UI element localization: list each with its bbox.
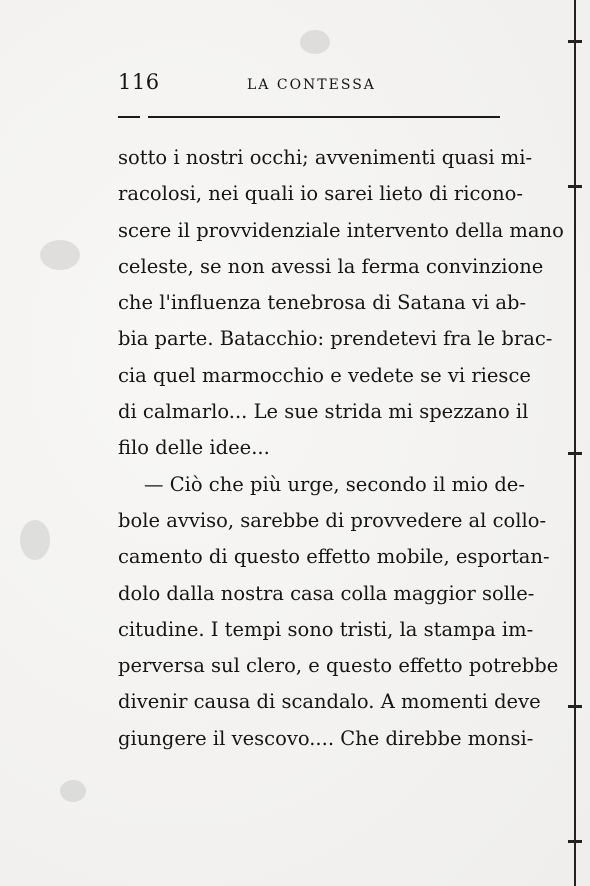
binding-thread <box>568 0 582 886</box>
text-line: perversa sul clero, e questo effetto potrebbe <box>118 654 559 678</box>
paper-stain <box>300 30 330 54</box>
text-line: filo delle idee... <box>118 436 270 460</box>
binding-stitch <box>568 840 582 843</box>
text-line: che l'influenza tenebrosa di Satana vi ab- <box>118 291 527 315</box>
binding-stitch <box>568 185 582 188</box>
header-rule <box>118 116 500 118</box>
paper-stain <box>20 520 50 560</box>
binding-stitch <box>568 452 582 455</box>
paper-stain <box>40 240 80 270</box>
text-line: divenir causa di scandalo. A momenti deve <box>118 690 541 714</box>
text-line: camento di questo effetto mobile, esportan- <box>118 545 550 569</box>
text-line: dolo dalla nostra casa colla maggior solle- <box>118 581 535 605</box>
page-header <box>118 70 503 100</box>
text-line: citudine. I tempi sono tristi, la stampa im- <box>118 617 534 641</box>
text-line: bia parte. Batacchio: prendetevi fra le brac- <box>118 327 553 351</box>
running-title: LA CONTESSA <box>247 77 376 93</box>
text-line: giungere il vescovo.... Che direbbe monsi- <box>118 726 534 750</box>
binding-stitch <box>568 705 582 708</box>
paper-stain <box>60 780 86 802</box>
body-text <box>118 140 564 757</box>
header-rule-short <box>118 116 140 118</box>
text-line: di calmarlo... Le sue strida mi spezzano il <box>118 400 529 424</box>
text-line: racolosi, nei quali io sarei lieto di ricono- <box>118 182 524 206</box>
text-line: cia quel marmocchio e vedete se vi riesce <box>118 363 531 387</box>
text-line: — Ciò che più urge, secondo il mio de- <box>144 472 525 496</box>
binding-thread-line <box>574 0 576 886</box>
text-line: sotto i nostri occhi; avvenimenti quasi mi- <box>118 146 533 169</box>
page-number: 116 <box>118 70 160 94</box>
text-line: bole avviso, sarebbe di provvedere al collo- <box>118 508 547 532</box>
binding-stitch <box>568 40 582 43</box>
text-line: celeste, se non avessi la ferma convinzione <box>118 254 544 278</box>
header-rule-long <box>148 116 500 118</box>
text-line: scere il provvidenziale intervento della mano <box>118 218 564 242</box>
